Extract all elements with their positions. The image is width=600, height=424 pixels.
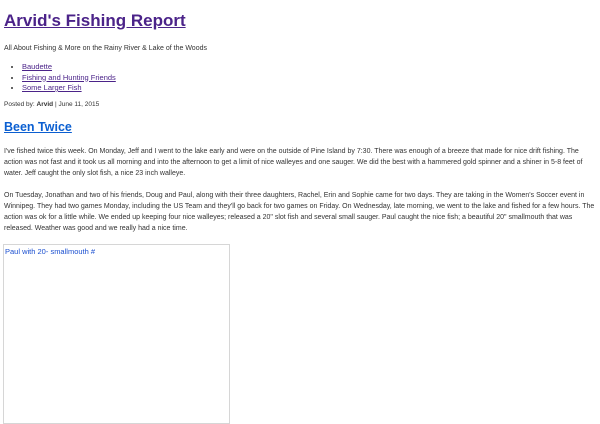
page	[0, 11, 600, 234]
site-title-link[interactable]: Arvid's Fishing Report	[4, 11, 186, 30]
nav-item-baudette	[22, 62, 596, 73]
nav-link-some-larger-fish[interactable]: Some Larger Fish	[22, 83, 82, 92]
nav-item-fishing-and-hunting-friends	[22, 73, 596, 84]
post-date: June 11, 2015	[58, 100, 100, 108]
nav-list	[4, 62, 596, 94]
post-paragraph: I've fished twice this week. On Monday, Jeff and I went to the lake early and were on the outside of Pine Island by 7:30. There was enough of a breeze that made for nice drift fishing. The action was not fast and it took us all morning and into the afternoon to get a limit of nice walleyes and one sauger. We did the best with a hammered gold spinner and a shiner in 5-8 feet of water. Jeff caught the only slot fish, a nice 23 inch walleye.	[4, 147, 583, 177]
nav-link-baudette[interactable]: Baudette	[22, 62, 53, 71]
site-tagline: All About Fishing & More on the Rainy River & Lake of the Woods	[4, 45, 207, 52]
nav-item-some-larger-fish	[22, 83, 596, 94]
post-title-link[interactable]: Been Twice	[4, 119, 72, 134]
nav-link-fishing-and-hunting-friends[interactable]: Fishing and Hunting Friends	[22, 72, 116, 82]
post-paragraph: On Tuesday, Jonathan and two of his friends, Doug and Paul, along with their three daughters, Rachel, Erin and Sophie came for two days. They are taking in the Women's Soccer event in Winnipeg. They had two games Monday, including the US Team and they'll go back for two games on Friday. On Wednesday, late morning, we went to the lake and fished for a few hours. The action was ok for a little while. We ended up keeping four nice walleyes; released a 20" slot fish and several small sauger. Paul caught the nice fish; a beautiful 20" smallmouth that was released. Weather was good and we really had a nice time.	[4, 191, 595, 232]
meta-prefix: Posted by:	[4, 100, 35, 108]
meta-separator: |	[54, 100, 57, 108]
post-author: Arvid	[36, 100, 54, 108]
post-meta	[4, 100, 596, 109]
post-image[interactable]	[3, 244, 230, 424]
image-alt-text: Paul with 20- smallmouth #	[5, 247, 96, 256]
